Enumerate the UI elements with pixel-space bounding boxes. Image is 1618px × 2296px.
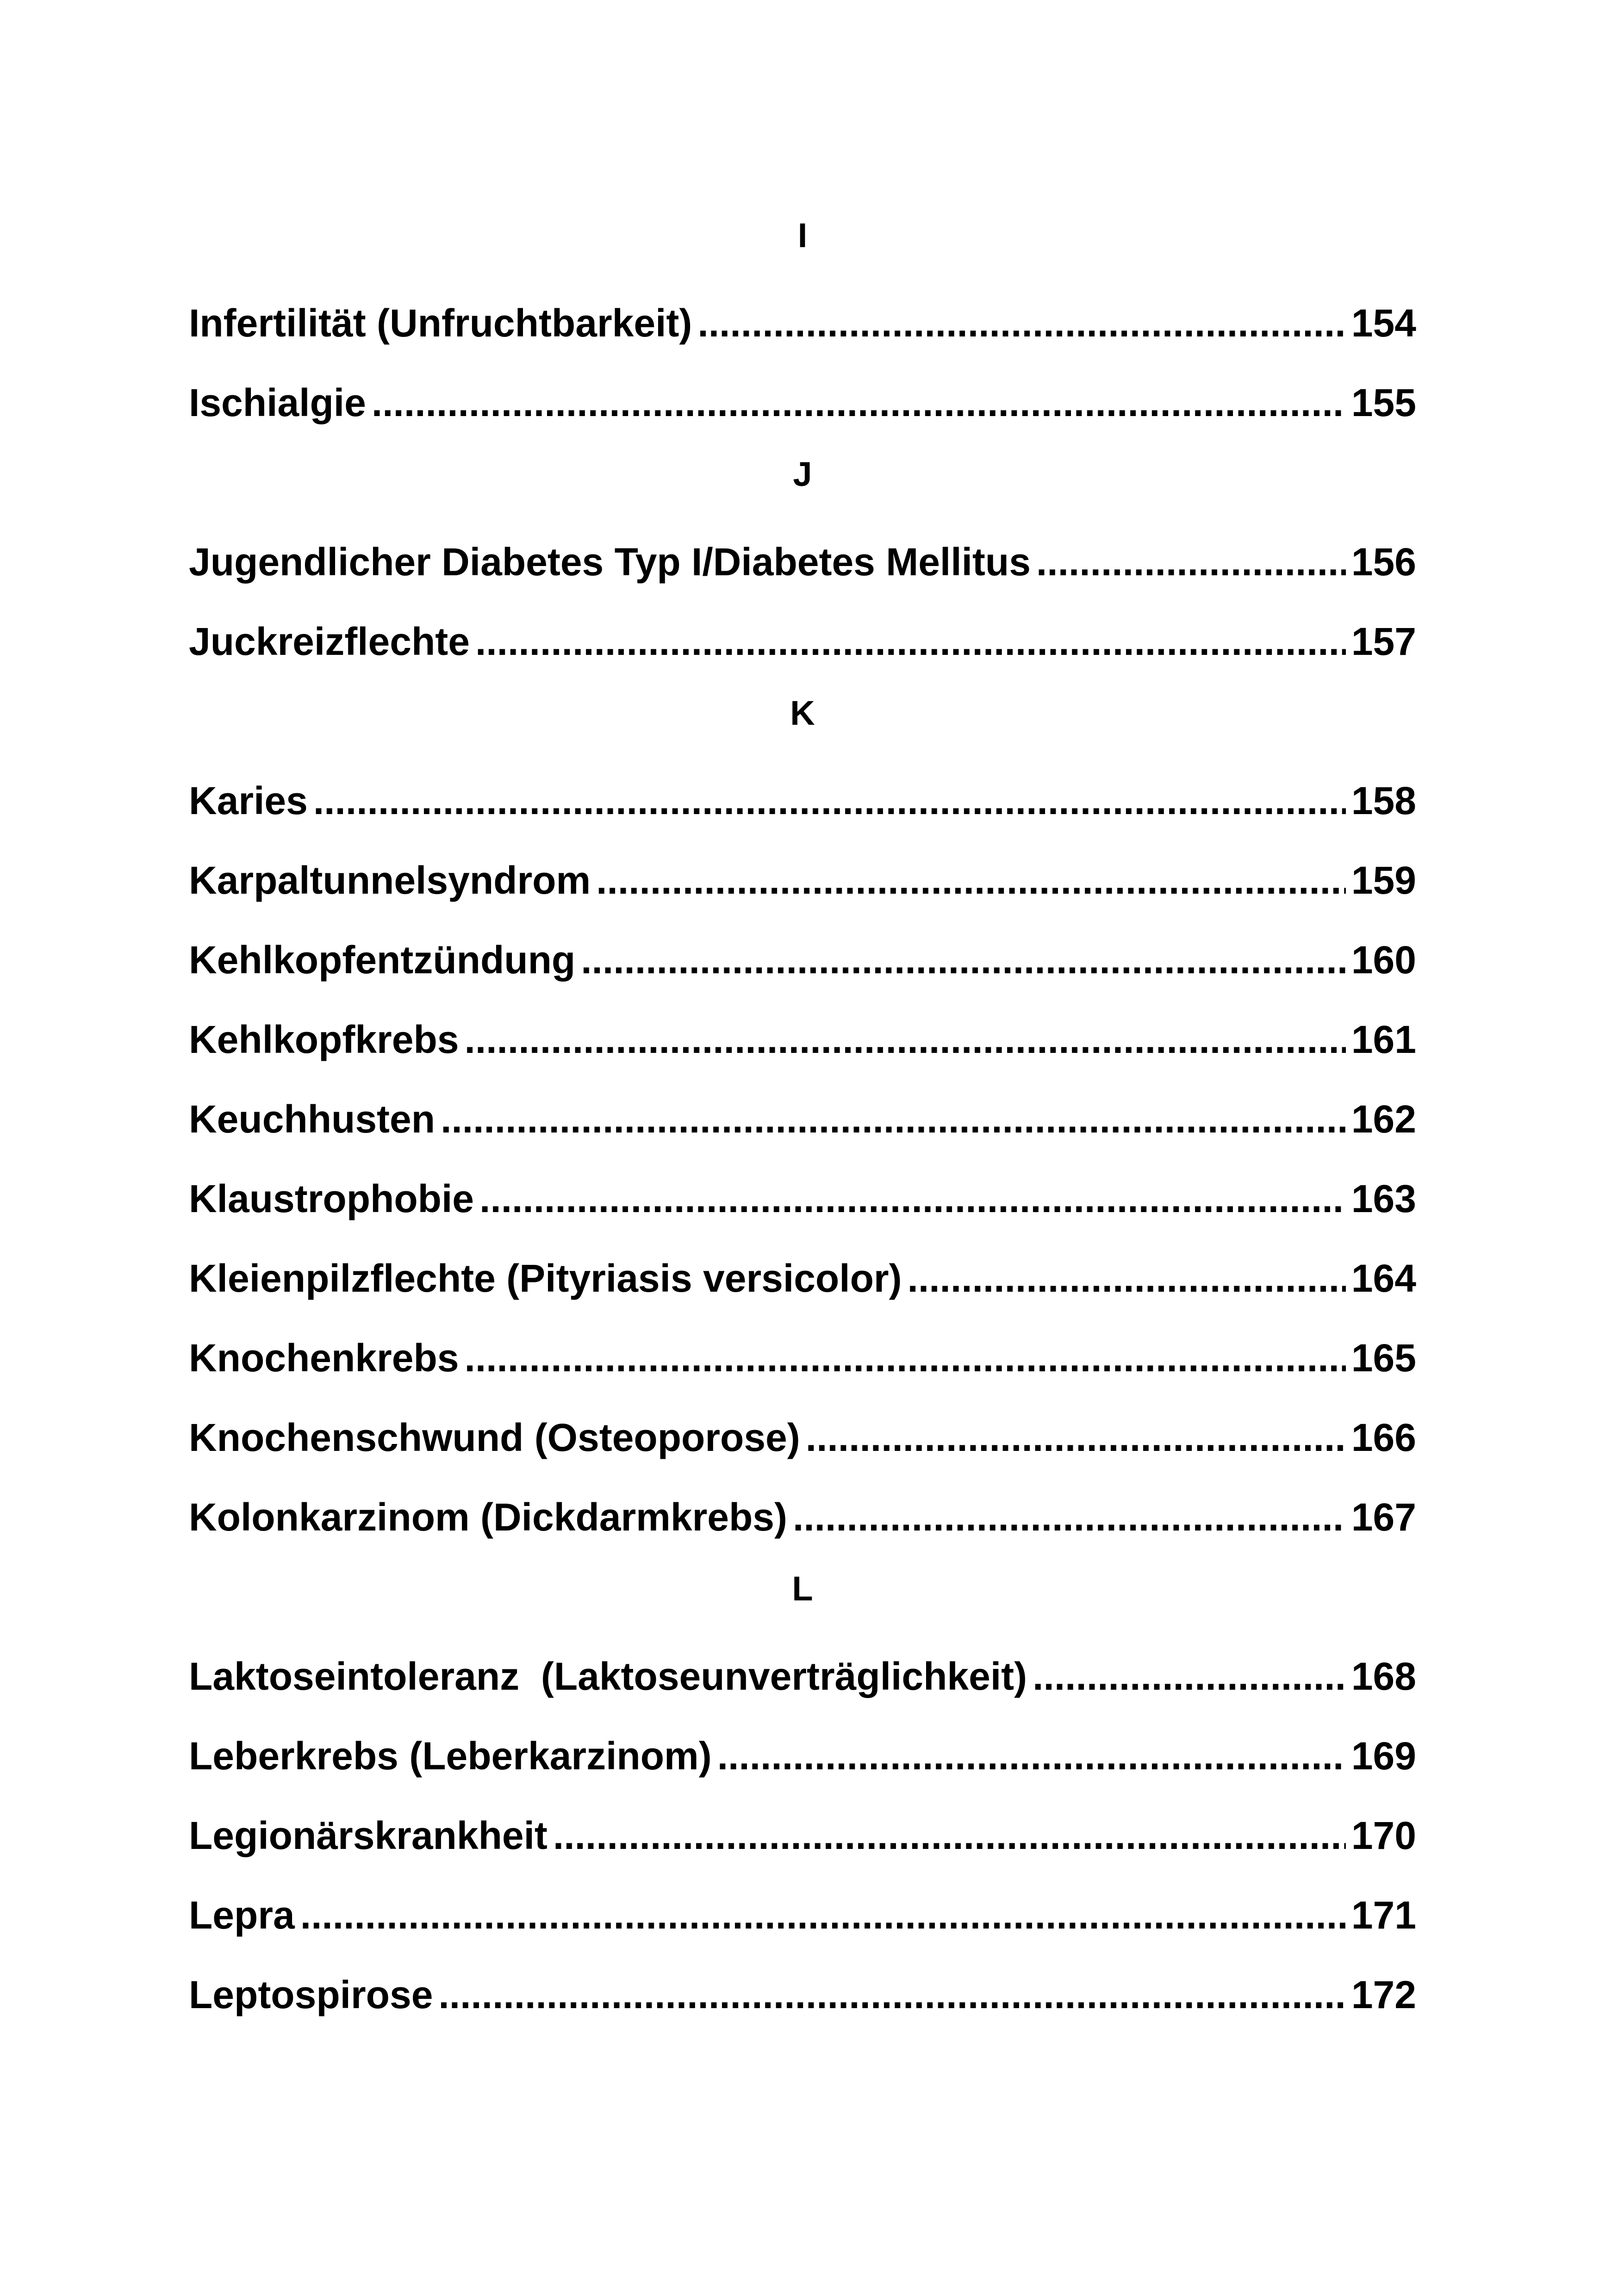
dot-leader <box>1033 1636 1346 1716</box>
toc-entry[interactable] <box>189 1477 1416 1557</box>
entry-page-number: 164 <box>1351 1257 1416 1300</box>
entry-page-number: 162 <box>1351 1097 1416 1141</box>
entry-title: Ischialgie <box>189 381 366 424</box>
entry-title: Keuchhusten <box>189 1097 436 1141</box>
table-of-contents <box>189 204 1416 2035</box>
entry-page-number: 163 <box>1351 1177 1416 1220</box>
entry-title: Kehlkopfentzündung <box>189 938 576 982</box>
entry-page-number: 157 <box>1351 620 1416 663</box>
entry-page-number: 165 <box>1351 1336 1416 1380</box>
dot-leader <box>479 1159 1346 1238</box>
entry-title: Laktoseintoleranz (Laktoseunverträglichkeit) <box>189 1655 1027 1698</box>
toc-entry[interactable] <box>189 920 1416 1000</box>
entry-title: Karpaltunnelsyndrom <box>189 859 591 902</box>
entry-page-number: 158 <box>1351 779 1416 822</box>
entry-title: Knochenschwund (Osteoporose) <box>189 1416 800 1459</box>
dot-leader <box>465 1318 1346 1398</box>
dot-leader <box>441 1079 1346 1159</box>
toc-entry[interactable] <box>189 840 1416 920</box>
entry-page-number: 170 <box>1351 1814 1416 1857</box>
section-letter-i: I <box>797 216 808 255</box>
toc-entry[interactable] <box>189 1238 1416 1318</box>
entry-title: Kolonkarzinom (Dickdarmkrebs) <box>189 1495 787 1539</box>
entry-page-number: 161 <box>1351 1018 1416 1061</box>
dot-leader <box>475 602 1346 681</box>
entry-title: Knochenkrebs <box>189 1336 459 1380</box>
entry-title: Karies <box>189 779 308 822</box>
toc-entry[interactable] <box>189 363 1416 442</box>
entry-title: Juckreizflechte <box>189 620 470 663</box>
dot-leader <box>313 761 1346 840</box>
section-letter-j: J <box>793 455 812 493</box>
entry-page-number: 154 <box>1351 301 1416 345</box>
entry-title: Infertilität (Unfruchtbarkeit) <box>189 301 692 345</box>
toc-entry[interactable] <box>189 1636 1416 1716</box>
dot-leader <box>793 1477 1346 1557</box>
toc-entry[interactable] <box>189 602 1416 681</box>
entry-title: Jugendlicher Diabetes Typ I/Diabetes Mellitus <box>189 540 1031 584</box>
entry-title: Lepra <box>189 1893 295 1937</box>
dot-leader <box>438 1955 1345 2035</box>
dot-leader <box>553 1796 1346 1875</box>
dot-leader <box>372 363 1346 442</box>
toc-entry[interactable] <box>189 1000 1416 1079</box>
entry-title: Leptospirose <box>189 1973 433 2016</box>
dot-leader <box>908 1238 1346 1318</box>
dot-leader <box>465 1000 1346 1079</box>
toc-entry[interactable] <box>189 1398 1416 1477</box>
section-letter-k: K <box>790 694 815 732</box>
dot-leader <box>697 283 1345 363</box>
toc-entry[interactable] <box>189 522 1416 602</box>
toc-entry[interactable] <box>189 1796 1416 1875</box>
entry-page-number: 155 <box>1351 381 1416 424</box>
toc-entry[interactable] <box>189 1079 1416 1159</box>
entry-title: Leberkrebs (Leberkarzinom) <box>189 1734 712 1778</box>
dot-leader <box>596 840 1346 920</box>
toc-entry[interactable] <box>189 1716 1416 1796</box>
entry-page-number: 156 <box>1351 540 1416 584</box>
dot-leader <box>806 1398 1346 1477</box>
toc-entry[interactable] <box>189 1159 1416 1238</box>
entry-page-number: 172 <box>1351 1973 1416 2016</box>
entry-title: Kehlkopfkrebs <box>189 1018 459 1061</box>
toc-entry[interactable] <box>189 1318 1416 1398</box>
entry-page-number: 168 <box>1351 1655 1416 1698</box>
entry-page-number: 171 <box>1351 1893 1416 1937</box>
entry-title: Kleienpilzflechte (Pityriasis versicolor) <box>189 1257 902 1300</box>
entry-page-number: 166 <box>1351 1416 1416 1459</box>
toc-entry[interactable] <box>189 1875 1416 1955</box>
entry-title: Klaustrophobie <box>189 1177 474 1220</box>
entry-title: Legionärskrankheit <box>189 1814 548 1857</box>
toc-entry[interactable] <box>189 283 1416 363</box>
dot-leader <box>300 1875 1346 1955</box>
dot-leader <box>717 1716 1346 1796</box>
dot-leader <box>1036 522 1346 602</box>
section-letter-l: L <box>792 1569 813 1608</box>
entry-page-number: 169 <box>1351 1734 1416 1778</box>
dot-leader <box>581 920 1346 1000</box>
entry-page-number: 160 <box>1351 938 1416 982</box>
toc-entry[interactable] <box>189 761 1416 840</box>
toc-entry[interactable] <box>189 1955 1416 2035</box>
entry-page-number: 167 <box>1351 1495 1416 1539</box>
entry-page-number: 159 <box>1351 859 1416 902</box>
